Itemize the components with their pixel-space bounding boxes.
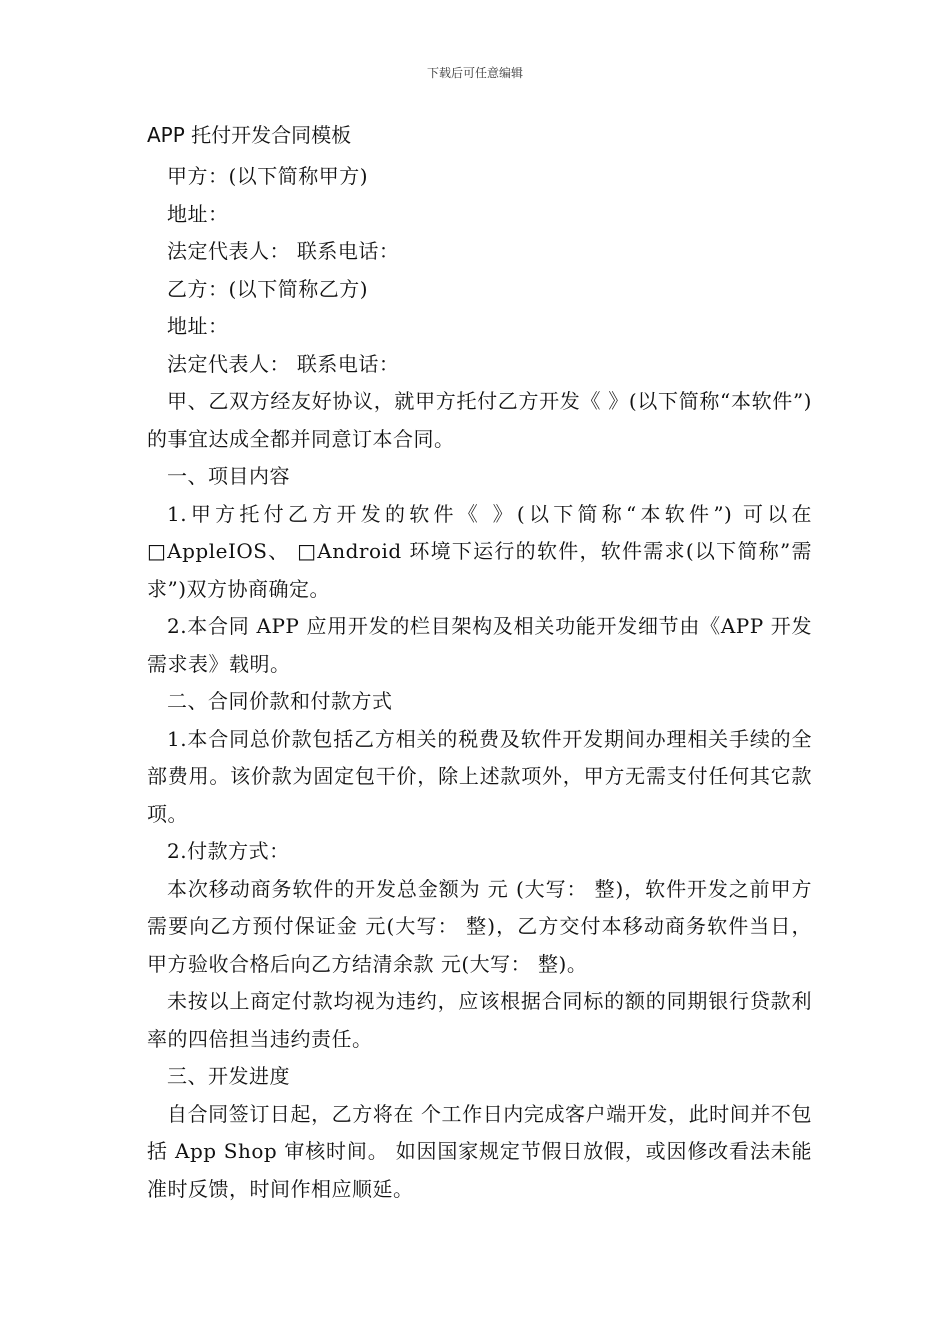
- clause-1-1: 1.甲方托付乙方开发的软件《 》(以下简称“本软件”) 可以在□AppleIOS、 □Android 环境下运行的软件，软件需求(以下简称”需求”)双方协商确定。: [147, 501, 812, 601]
- party-a-address: 地址：: [167, 201, 229, 226]
- clause-1-2: 2.本合同 APP 应用开发的栏目架构及相关功能开发细节由《APP 开发需求表》载明。: [147, 614, 812, 676]
- document-title: APP 托付开发合同模板: [147, 123, 352, 147]
- party-b-representative: 法定代表人： 联系电话：: [167, 351, 400, 376]
- party-b-address: 地址：: [167, 314, 229, 338]
- section-heading-2: 二、合同价款和付款方式: [167, 689, 393, 713]
- party-a: 甲方：(以下简称甲方): [167, 164, 369, 188]
- page-header: 下载后可任意编辑: [426, 66, 523, 80]
- payment-details: 本次移动商务软件的开发总金额为 元 (大写： 整)，软件开发之前甲方需要向乙方预付保证金 元(大写： 整)，乙方交付本移动商务软件当日，甲方验收合格后向乙方结清余款 元(大写： 整)。: [147, 876, 812, 976]
- section-heading-1: 一、项目内容: [167, 464, 290, 488]
- section-heading-3: 三、开发进度: [167, 1064, 290, 1088]
- document-body: [147, 120, 812, 1208]
- breach-clause: 未按以上商定付款均视为违约，应该根据合同标的额的同期银行贷款利率的四倍担当违约责任。: [147, 989, 812, 1051]
- party-a-representative: 法定代表人： 联系电话：: [167, 239, 400, 263]
- clause-2-2: 2.付款方式：: [167, 839, 290, 863]
- clause-2-1: 1.本合同总价款包括乙方相关的税费及软件开发期间办理相关手续的全部费用。该价款为固定包干价，除上述款项外，甲方无需支付任何其它款项。: [147, 726, 812, 826]
- schedule-clause: 自合同签订日起，乙方将在 个工作日内完成客户端开发，此时间并不包括 App Shop 审核时间。 如因国家规定节假日放假，或因修改看法未能准时反馈，时间作相应顺延。: [147, 1101, 812, 1201]
- preamble: 甲、乙双方经友好协议，就甲方托付乙方开发《 》(以下简称“本软件”)的事宜达成全都并同意订本合同。: [147, 389, 812, 451]
- party-b: 乙方：(以下简称乙方): [167, 276, 369, 301]
